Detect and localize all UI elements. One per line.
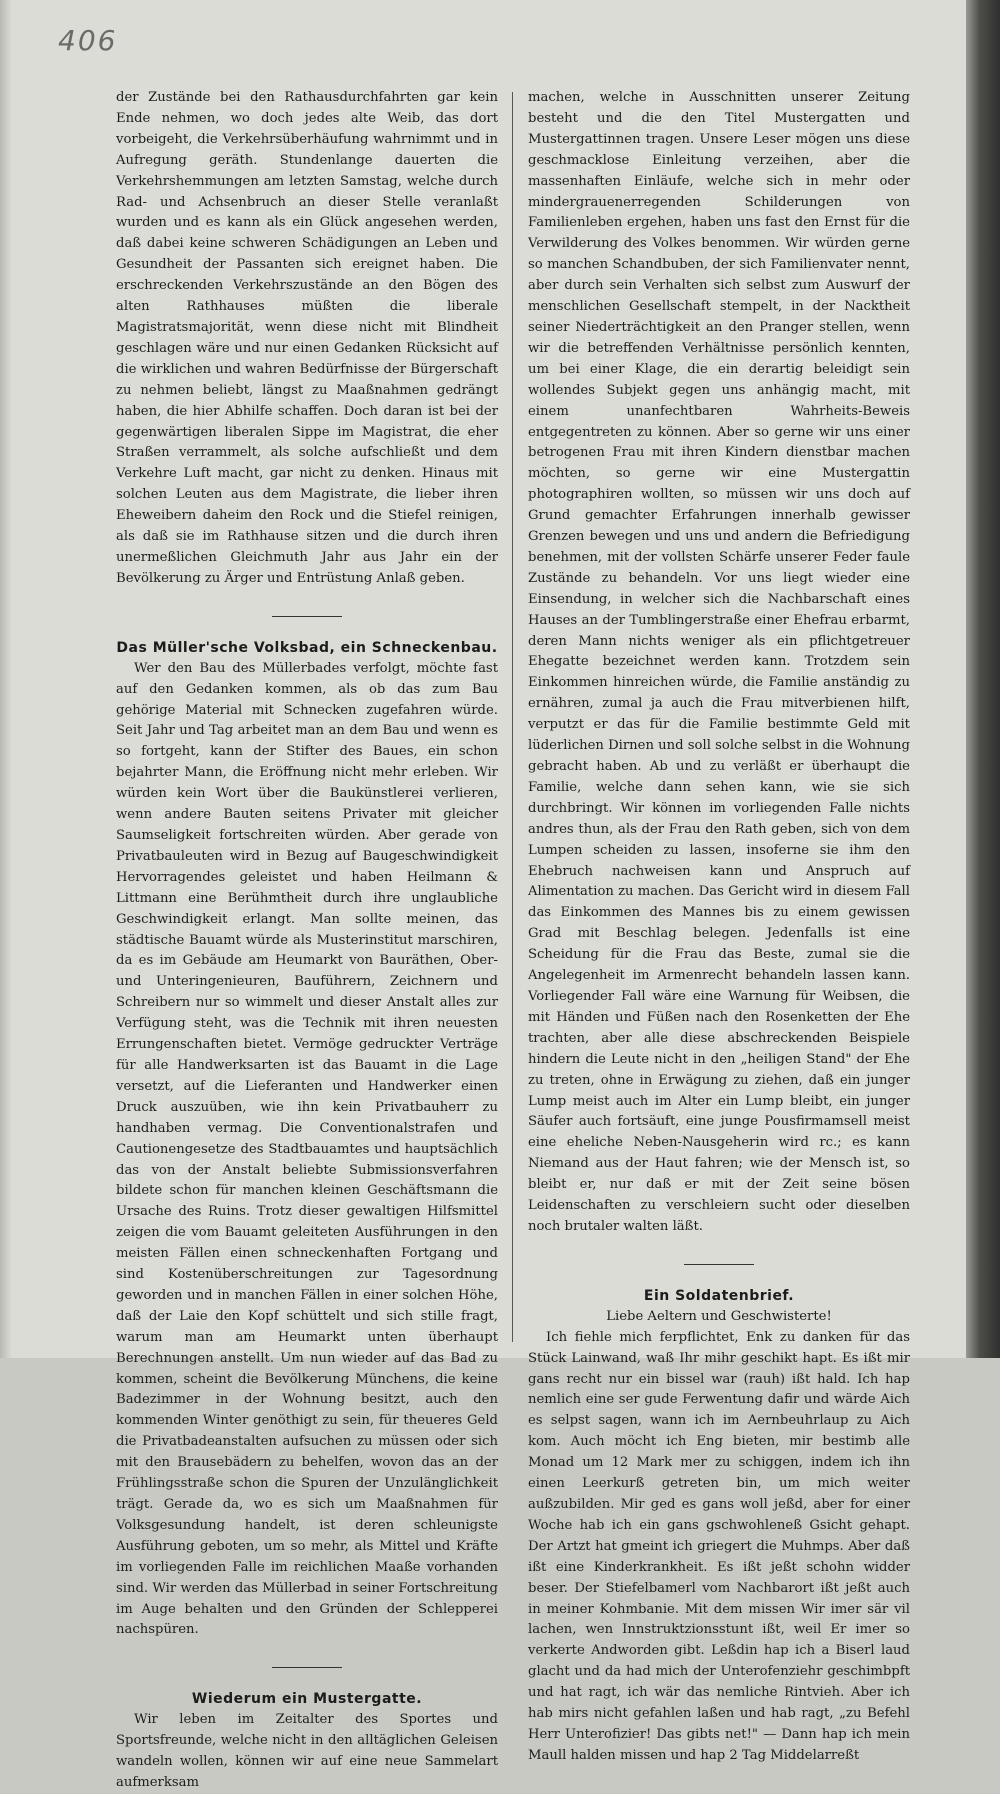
article-heading-volksbad: Das Müller'sche Volksbad, ein Schneckenbau. bbox=[116, 639, 498, 656]
letter-salutation: Liebe Aeltern und Geschwisterte! bbox=[606, 1308, 832, 1324]
article-body-mustergatte-continued: machen, welche in Ausschnitten unserer Zeitung besteht und die den Titel Mustergatten und Mustergattinnen tragen. Unsere Leser mögen uns diese geschmacklose Einleitung verzeihen, aber die massenhaften Einläufe, welche sich in mehr oder mindergrauenerregenden Schilderungen von Familienleben ergehen, haben uns fast den Ernst für die Verwilderung des Volkes benommen. Wir würden gerne so manchen Schandbuben, der sich Familienvater nennt, aber durch sein Verhalten sich selbst zum Auswurf der menschlichen Gesellschaft stempelt, in der Nacktheit seiner Niederträchtigkeit an den Pranger stellen, wenn wir die betreffenden Verhältnisse persönlich kennten, um bei einer Klage, die ein derartig beleidigt sein wollendes Subjekt gegen uns anhängig macht, mit einem unanfechtbaren Wahrheits-Beweis entgegentreten zu können. Aber so gerne wir uns einer betrogenen Frau mit ihren Kindern dienstbar machen möchten, so gerne wir eine Mustergattin photographiren wollten, so müssen wir uns doch auf Grund gemachter Erfahrungen innerhalb gewisser Grenzen bewegen und uns und andern die Befriedigung benehmen, mit der vollsten Schärfe unserer Feder faule Zustände zu behandeln. Vor uns liegt wieder eine Einsendung, in welcher sich die Nachbarschaft eines Hauses an der Tumblingerstraße einer Ehefrau erbarmt, deren Mann nichts weniger als ein pflichtgetreuer Ehegatte bezeichnet werden kann. Trotzdem sein Einkommen hinreichen würde, die Familie anständig zu ernähren, zumal ja auch die Frau mitverbienen hilft, verputzt er das für die Familie bestimmte Geld mit lüderlichen Dirnen und soll solche selbst in die Wohnung gebracht haben. Ab und zu verläßt er überhaupt die Familie, welche dann sehen kann, wie sie sich durchbringt. Wir können im vorliegenden Falle nichts andres thun, als der Frau den Rath geben, sich von dem Lumpen scheiden zu lassen, insoferne sie ihm den Ehebruch nachweisen kann und Anspruch auf Alimentation zu machen. Das Gericht wird in diesem Fall das Einkommen des Mannes bis zu einem gewissen Grad mit Beschlag belegen. Jedenfalls ist eine Scheidung für die Frau das Beste, zumal sie die Angelegenheit im Armenrecht behandeln lassen kann. Vorliegender Fall wäre eine Warnung für Weibsen, die mit Händen und Füßen nach den Rosenketten der Ehe trachten, aber alle diese abschreckenden Beispiele hindern die Leute nicht in den „heiligen Stand" der Ehe zu treten, ohne in Erwägung zu ziehen, daß ein junger Lump meist auch im Alter ein Lump bleibt, ein junger Säufer auch fortsäuft, eine junge Pousfirmamsell meist eine eheliche Neben-Nausgeherin wird rc.; es kann Niemand aus der Haut fahren; wie der Mensch ist, so bleibt er, nur daß er mit der Zeit seine bösen Leidenschaften zu verschleiern sucht oder dieselben noch brutaler walten läßt. bbox=[528, 90, 910, 1234]
article-heading-mustergatte: Wiederum ein Mustergatte. bbox=[191, 1691, 423, 1708]
article-heading-soldatenbrief: Ein Soldatenbrief. bbox=[643, 1287, 795, 1304]
separator-line bbox=[684, 1264, 754, 1265]
article-body-mustergatte: Wir leben im Zeitalter des Sportes und Sportsfreunde, welche nicht in den alltäglichen Geleisen wandeln wollen, können wir auf eine neue Sammelart aufmerksam bbox=[116, 1712, 498, 1791]
separator-line bbox=[272, 1667, 342, 1668]
article-body-volksbad: Wer den Bau des Müllerbades verfolgt, möchte fast auf den Gedanken kommen, als ob das zum Bau gehörige Material mit Schnecken zugefahren würde. Seit Jahr und Tag arbeitet man an dem Bau und wenn es so fortgeht, kann der Stifter des Baues, ein schon bejahrter Mann, die Eröffnung nicht mehr erleben. Wir würden kein Wort über die Baukünstlerei verlieren, wenn andere Bauten seitens Privater mit gleicher Saumseligkeit fortschreiten würden. Aber gerade von Privatbauleuten wird in Bezug auf Baugeschwindigkeit Hervorragendes geleistet und haben Heilmann & Littmann eine Berühmtheit durch ihre unglaubliche Geschwindigkeit erlangt. Man sollte meinen, das städtische Bauamt würde als Musterinstitut marschiren, da es im Gebäude am Heumarkt von Bauräthen, Ober- und Unteringenieuren, Bauführern, Zeichnern und Schreibern nur so wimmelt und dieser Anstalt alles zur Verfügung steht, was die Technik mit ihren neuesten Errungenschaften bietet. Vermöge gedruckter Verträge für alle Handwerksarten ist das Bauamt in die Lage versetzt, auf die Lieferanten und Handwerker einen Druck auszuüben, wie ihn kein Privatbauherr zu handhaben vermag. Die Conventionalstrafen und Cautionengesetze des Stadtbauamtes und hauptsächlich das von der Anstalt beliebte Submissionsverfahren bildete schon für manchen kleinen Geschäftsmann die Ursache des Ruins. Trotz dieser gewaltigen Hilfsmittel zeigen die vom Bauamt geleiteten Ausführungen in den meisten Fällen einen schneckenhaften Fortgang und sind Kostenüberschreitungen zur Tagesordnung geworden und in manchen Fällen in einer solchen Höhe, daß der Laie den Kopf schüttelt und sich stille fragt, warum man am Heumarkt unten überhaupt Berechnungen anstellt. Um nun wieder auf das Bad zu kommen, scheint die Bevölkerung Münchens, die keine Badezimmer in der Wohnung besitzt, auch den kommenden Winter genöthigt zu sein, für theueres Geld die Privatbadeanstalten aufsuchen zu müssen oder sich mit den Brausebädern zu behelfen, wovon das an der Frühlingsstraße schon die Spuren der Unzulänglichkeit trägt. Gerade da, wo es sich um Maaßnahmen für Volksgesundung handelt, ist deren schleunigste Ausführung geboten, um so mehr, als Mittel und Kräfte im vorliegenden Falle im reichlichen Maaße vorhanden sind. Wir werden das Müllerbad in seiner Fortschreitung im Auge behalten und den Gründen der Schlepperei nachspüren. bbox=[116, 660, 498, 1638]
article-continuation: der Zustände bei den Rathausdurchfahrten gar kein Ende nehmen, wo doch jedes alte Weib, das dort vorbeigeht, die Verkehrsüberhäufung wahrnimmt und in Aufregung geräth. Stundenlange dauerten die Verkehrshemmungen am letzten Samstag, welche durch Rad- und Achsenbruch an dieser Stelle veranlaßt wurden und es kann als ein Glück angesehen werden, daß dabei keine schweren Schädigungen an Leben und Gesundheit der Passanten sich ereignet haben. Die erschreckenden Verkehrszustände an den Bögen des alten Rathhauses müßten die liberale Magistratsmajorität, wenn diese nicht mit Blindheit geschlagen wäre und nur einen Gedanken Rücksicht auf die wirklichen und wahren Bedürfnisse der Bürgerschaft zu nehmen beliebt, längst zu Maaßnahmen gedrängt haben, die hier Abhilfe schaffen. Doch daran ist bei der gegenwärtigen liberalen Sippe im Magistrat, die eher Straßen verrammelt, als solche aufschließt und dem Verkehre Luft macht, gar nicht zu denken. Hinaus mit solchen Leuten aus dem Magistrate, die lieber ihren Eheweibern daheim den Rock und die Stiefel reinigen, als daß sie im Rathhause sitzen und die durch ihren unermeßlichen Gleichmuth Jahr aus Jahr ein der Bevölkerung zu Ärger und Entrüstung Anlaß geben. bbox=[116, 90, 498, 586]
right-column bbox=[528, 88, 910, 1767]
handwritten-page-number: 406 bbox=[58, 24, 118, 57]
separator-line bbox=[272, 616, 342, 617]
left-column bbox=[116, 88, 498, 1794]
column-divider bbox=[512, 92, 513, 1342]
page-edge bbox=[0, 0, 12, 1358]
letter-body: Ich fiehle mich ferpflichtet, Enk zu danken für das Stück Lainwand, waß Ihr mihr geschikt hapt. Es ißt mir gans recht nur ein bissel war (rauh) ißt hald. Ich hap nemlich eine ser gude Ferwentung dafir und wärde Aich es selpst sagen, wann ich im Aernbeuhrlaup zu Aich kom. Auch möcht ich Eng bieten, mir bestimb alle Monad um 12 Mark mer zu schiggen, indem ich ihn einen Leerkurß getreten bin, um mich weiter außzubilden. Mir ged es gans woll jeßd, aber for einer Woche hab ich ein gans gschwohleneß Gsicht gehapt. Der Artzt hat gmeint ich griegert die Muhmps. Aber daß ißt eine Kinderkrankheit. Es ißt jeßt schohn widder beser. Der Stiefelbamerl vom Nachbarort ißt jeßt auch in meiner Kohmbanie. Mit dem missen Wir imer sär vil lachen, wen Innstruktzionsstunt ißt, weil Er imer so verkerte Andworden gibt. Leßdin hap ich a Biserl laud glacht und da had mich der Unterofenziehr geschimbpft und hat ragt, ich wär das nemliche Rintvieh. Aber ich hab mirs nicht gefahlen laßen und hab ragt, „zu Befehl Herr Unterofizier! Das gibts net!" — Dann hap ich mein Maull halden missen und hap 2 Tag Middelarreßt bbox=[528, 1329, 910, 1763]
book-binding bbox=[966, 0, 1000, 1358]
